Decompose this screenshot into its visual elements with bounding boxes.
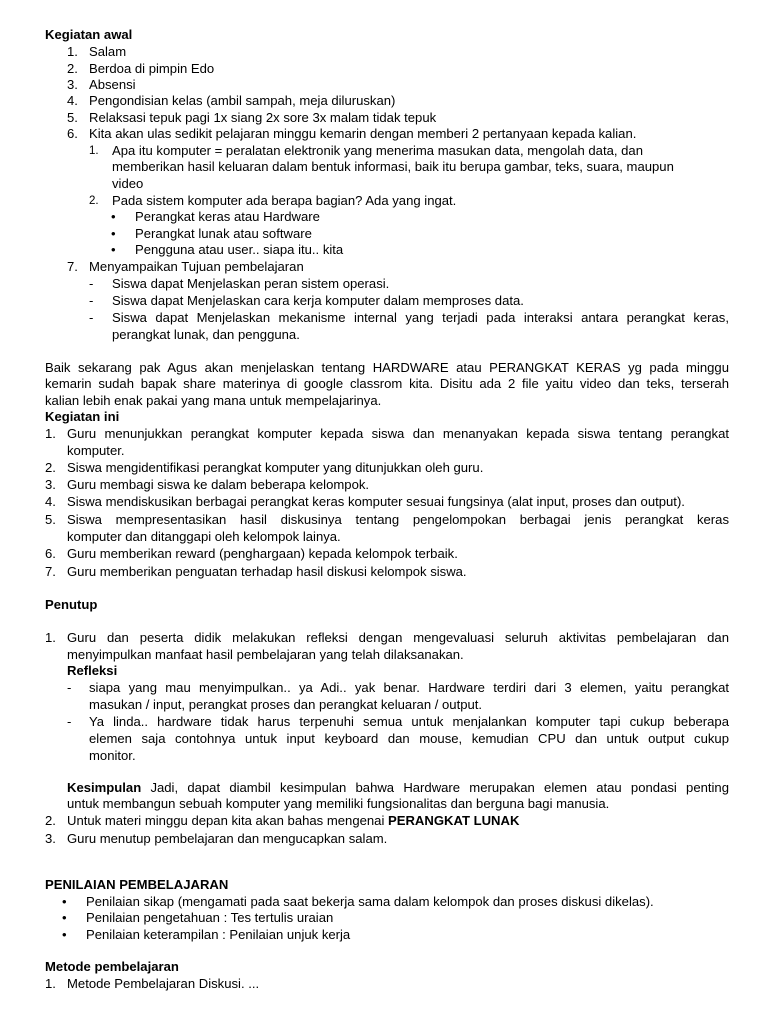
list-item: Siswa mendiskusikan berbagai perangkat keras komputer sesuai fungsinya (alat input, proses dan output). xyxy=(67,494,685,509)
list-number: 4. xyxy=(45,494,56,509)
list-number: 1. xyxy=(45,426,56,441)
list-item: Siswa mempresentasikan hasil diskusinya tentang pengelompokan berbagai jenis perangkat keras xyxy=(67,512,729,527)
list-item: Menyampaikan Tujuan pembelajaran xyxy=(89,259,304,274)
list-item: Pengondisian kelas (ambil sampah, meja diluruskan) xyxy=(89,93,396,108)
goal-item: perangkat lunak, dan pengguna. xyxy=(112,327,300,342)
heading-penilaian: PENILAIAN PEMBELAJARAN xyxy=(45,877,229,892)
kesimpulan-text: Jadi, dapat diambil kesimpulan bahwa Hardware merupakan elemen atau pondasi penting xyxy=(141,780,729,795)
list-number: 5. xyxy=(67,110,78,125)
list-number: 3. xyxy=(45,831,56,846)
heading-kegiatan-awal: Kegiatan awal xyxy=(45,27,133,42)
paragraph-line: kalian lebih enak pakai yang mana untuk mempelajarinya. xyxy=(45,393,382,408)
assessment-item: Penilaian keterampilan : Penilaian unjuk kerja xyxy=(86,927,351,942)
assessment-item: Penilaian sikap (mengamati pada saat bekerja sama dalam kelompok dan proses diskusi dikelas). xyxy=(86,894,654,909)
list-item: Guru membagi siswa ke dalam beberapa kelompok. xyxy=(67,477,370,492)
list-number: 2. xyxy=(45,460,56,475)
sublist-number: 1. xyxy=(89,145,99,157)
list-item: Metode Pembelajaran Diskusi. ... xyxy=(67,976,260,991)
list-number: 5. xyxy=(45,512,56,527)
paragraph-line: Baik sekarang pak Agus akan menjelaskan tentang HARDWARE atau PERANGKAT KERAS yg pada minggu xyxy=(45,360,729,375)
goal-item: Siswa dapat Menjelaskan cara kerja komputer dalam memproses data. xyxy=(112,293,524,308)
goal-item: Siswa dapat Menjelaskan mekanisme internal yang terjadi pada interaksi antara perangkat keras, xyxy=(112,310,729,325)
reflection-line: Ya linda.. hardware tidak harus terpenuhi semua untuk menjalankan komputer tapi cukup beberapa xyxy=(89,714,729,729)
list-item: Relaksasi tepuk pagi 1x siang 2x sore 3x malam tidak tepuk xyxy=(89,110,437,125)
list-number: 3. xyxy=(67,77,78,92)
list-item: Salam xyxy=(89,44,127,59)
next-topic-bold: PERANGKAT LUNAK xyxy=(388,813,520,828)
list-item: Guru memberikan penguatan terhadap hasil diskusi kelompok siswa. xyxy=(67,564,467,579)
list-item: Guru dan peserta didik melakukan refleksi dengan mengevaluasi seluruh aktivitas pembelajaran dan xyxy=(67,630,729,645)
list-item: Kita akan ulas sedikit pelajaran minggu kemarin dengan memberi 2 pertanyaan kepada kalian. xyxy=(89,126,637,141)
question-line: Apa itu komputer = peralatan elektronik yang menerima masukan data, mengolah data, dan xyxy=(112,143,643,158)
heading-penutup: Penutup xyxy=(45,597,98,612)
question-line: Pada sistem komputer ada berapa bagian? Ada yang ingat. xyxy=(112,193,457,208)
list-number: 6. xyxy=(45,546,56,561)
list-number: 2. xyxy=(45,813,56,828)
list-number: 4. xyxy=(67,93,78,108)
sublist-number: 2. xyxy=(89,195,99,207)
list-item: Absensi xyxy=(89,77,136,92)
question-line: video xyxy=(112,176,144,191)
kesimpulan-line: untuk membangun sebuah komputer yang memiliki fungsionalitas dan berguna bagi manusia. xyxy=(67,796,610,811)
bullet-item: Perangkat lunak atau software xyxy=(135,226,312,241)
list-item: Guru menutup pembelajaran dan mengucapkan salam. xyxy=(67,831,388,846)
list-number: 1. xyxy=(45,976,56,991)
heading-kegiatan-inti: Kegiatan ini xyxy=(45,409,120,424)
bullet-glyph: • xyxy=(62,894,67,909)
list-number: 6. xyxy=(67,126,78,141)
list-number: 7. xyxy=(67,259,78,274)
list-item: komputer. xyxy=(67,443,125,458)
assessment-item: Penilaian pengetahuan : Tes tertulis uraian xyxy=(86,910,334,925)
list-number: 3. xyxy=(45,477,56,492)
reflection-line: elemen saja contohnya untuk input keyboard dan mouse, kemudian CPU dan untuk output cukup xyxy=(89,731,729,746)
list-number: 1. xyxy=(45,630,56,645)
kesimpulan-line xyxy=(67,780,729,796)
dash-glyph: - xyxy=(67,680,72,695)
list-number: 7. xyxy=(45,564,56,579)
reflection-line: masukan / input, perangkat proses dan perangkat keluaran / output. xyxy=(89,697,483,712)
reflection-line: siapa yang mau menyimpulkan.. ya Adi.. yak benar. Hardware terdiri dari 3 elemen, yaitu perangkat xyxy=(89,680,729,695)
dash-glyph: - xyxy=(89,293,94,308)
bullet-glyph: • xyxy=(111,209,116,224)
dash-glyph: - xyxy=(89,310,94,325)
heading-metode: Metode pembelajaran xyxy=(45,959,179,974)
list-number: 1. xyxy=(67,44,78,59)
kesimpulan-label: Kesimpulan xyxy=(67,780,142,795)
list-item: komputer dan ditanggapi oleh kelompok lainya. xyxy=(67,529,341,544)
list-item: Guru menunjukkan perangkat komputer kepada siswa dan menanyakan kepada siswa tentang perangkat xyxy=(67,426,729,441)
list-item: Guru memberikan reward (penghargaan) kepada kelompok terbaik. xyxy=(67,546,458,561)
dash-glyph: - xyxy=(89,276,94,291)
list-item xyxy=(67,813,519,829)
goal-item: Siswa dapat Menjelaskan peran sistem operasi. xyxy=(112,276,390,291)
next-topic-text: Untuk materi minggu depan kita akan bahas mengenai xyxy=(67,813,388,828)
refleksi-label: Refleksi xyxy=(67,663,118,678)
list-number: 2. xyxy=(67,61,78,76)
reflection-line: monitor. xyxy=(89,748,136,763)
bullet-item: Perangkat keras atau Hardware xyxy=(135,209,320,224)
question-line: memberikan hasil keluaran dalam bentuk informasi, baik itu berupa gambar, teks, suara, maupun xyxy=(112,159,674,174)
list-item: menyimpulkan manfaat hasil pembelajaran yang telah dilaksanakan. xyxy=(67,647,464,662)
bullet-glyph: • xyxy=(62,910,67,925)
bullet-glyph: • xyxy=(111,226,116,241)
bullet-item: Pengguna atau user.. siapa itu.. kita xyxy=(135,242,344,257)
paragraph-line: kemarin sudah bapak share materinya di google classrom kita. Disitu ada 2 file yaitu video dan teks, terserah xyxy=(45,376,729,391)
dash-glyph: - xyxy=(67,714,72,729)
list-item: Siswa mengidentifikasi perangkat komputer yang ditunjukkan oleh guru. xyxy=(67,460,484,475)
list-item: Berdoa di pimpin Edo xyxy=(89,61,215,76)
bullet-glyph: • xyxy=(62,927,67,942)
bullet-glyph: • xyxy=(111,242,116,257)
